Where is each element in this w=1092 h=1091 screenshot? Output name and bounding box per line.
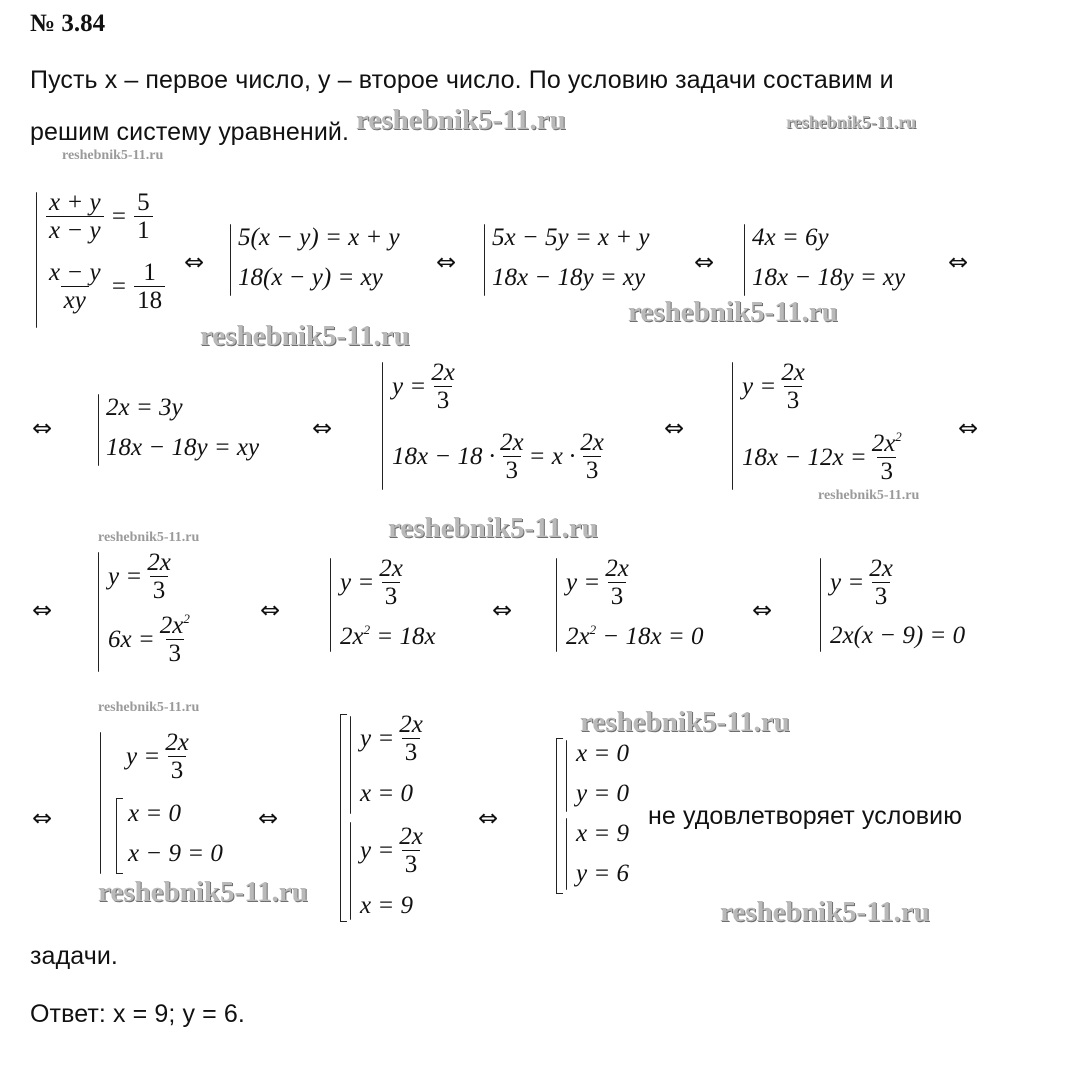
watermark: reshebnik5-11.ru [818, 488, 920, 503]
equivalence-icon: ⇔ [258, 804, 279, 832]
brace-icon [230, 224, 231, 296]
brace-icon [732, 362, 733, 490]
brace-icon [98, 394, 99, 466]
outro-text: задачи. [30, 942, 118, 970]
brace-icon [744, 224, 745, 296]
equivalence-icon: ⇔ [948, 248, 969, 276]
bracket-icon [116, 798, 123, 874]
system-4: 4x = 6y 18x − 18y = xy [744, 222, 944, 302]
brace-icon [330, 558, 331, 652]
brace-icon [820, 558, 821, 652]
watermark: reshebnik5-11.ru [720, 896, 930, 928]
watermark: reshebnik5-11.ru [388, 512, 598, 544]
watermark: reshebnik5-11.ru [356, 104, 566, 136]
system-14: x = 0 y = 0 x = 9 y = 6 [556, 736, 646, 896]
system-8: y = $\frac{2x}{3}$ 6x = $\frac{2x^2}{3}$ [98, 550, 248, 676]
equivalence-icon: ⇔ [260, 596, 281, 624]
brace-icon [350, 716, 351, 814]
system-13: y = $\frac{2x}{3}$ x = 0 y = $\frac{2x}{3}$ x = 9 [340, 712, 460, 924]
brace-icon [350, 822, 351, 920]
brace-icon [566, 740, 567, 812]
answer-line: Ответ: x = 9; y = 6. [30, 1000, 245, 1028]
intro-line-2: решим систему уравнений. [30, 118, 350, 146]
equivalence-icon: ⇔ [664, 414, 685, 442]
brace-icon [98, 552, 99, 672]
system-3: 5x − 5y = x + y 18x − 18y = xy [484, 222, 684, 302]
watermark: reshebnik5-11.ru [200, 320, 410, 352]
brace-icon [36, 192, 37, 328]
brace-icon [382, 362, 383, 490]
watermark: reshebnik5-11.ru [98, 876, 308, 908]
system-7: y = $\frac{2x}{3}$ 18x − 12x = $\frac{2x^2}{3}$ [732, 360, 952, 494]
system-12: y = $\frac{2x}{3}$ x = 0 x − 9 = 0 [100, 730, 260, 878]
equivalence-icon: ⇔ [478, 804, 499, 832]
watermark: reshebnik5-11.ru [580, 706, 790, 738]
equivalence-icon: ⇔ [32, 596, 53, 624]
brace-icon [100, 732, 101, 874]
system-10: y = $\frac{2x}{3}$ $2x^2 - 18x = 0$ [556, 556, 736, 656]
brace-icon [556, 558, 557, 652]
equivalence-icon: ⇔ [694, 248, 715, 276]
equivalence-icon: ⇔ [32, 414, 53, 442]
system-11: y = $\frac{2x}{3}$ 2x(x − 9) = 0 [820, 556, 1000, 656]
equivalence-icon: ⇔ [492, 596, 513, 624]
brace-icon [566, 818, 567, 890]
equivalence-icon: ⇔ [312, 414, 333, 442]
system-2: 5(x − y) = x + y 18(x − y) = xy [230, 222, 430, 302]
watermark: reshebnik5-11.ru [98, 530, 200, 545]
equivalence-icon: ⇔ [184, 248, 205, 276]
watermark: reshebnik5-11.ru [628, 296, 838, 328]
brace-icon [484, 224, 485, 296]
system-5: 2x = 3y 18x − 18y = xy [98, 392, 298, 472]
bracket-icon [556, 738, 563, 894]
equivalence-icon: ⇔ [32, 804, 53, 832]
system-6: y = $\frac{2x}{3}$ 18x − 18 · $\frac{2x}{3}$ = x · $\frac{2x}{3}$ [382, 360, 642, 494]
rejection-note: не удовлетворяет условию [648, 802, 963, 830]
watermark: reshebnik5-11.ru [786, 112, 917, 132]
problem-number: № 3.84 [30, 10, 106, 37]
equivalence-icon: ⇔ [752, 596, 773, 624]
system-1: $\frac{x + y}{x - y}$ = $\frac{5}{1}$ $\frac{x - y}{xy}$ = $\frac{1}{18}$ [36, 190, 176, 330]
watermark: reshebnik5-11.ru [98, 700, 200, 715]
watermark: reshebnik5-11.ru [62, 148, 164, 163]
equivalence-icon: ⇔ [436, 248, 457, 276]
bracket-icon [340, 714, 347, 922]
intro-line-1: Пусть x – первое число, y – второе число. По условию задачи составим и [30, 66, 894, 94]
equivalence-icon: ⇔ [958, 414, 979, 442]
system-9: y = $\frac{2x}{3}$ $2x^2 = 18x$ [330, 556, 480, 656]
